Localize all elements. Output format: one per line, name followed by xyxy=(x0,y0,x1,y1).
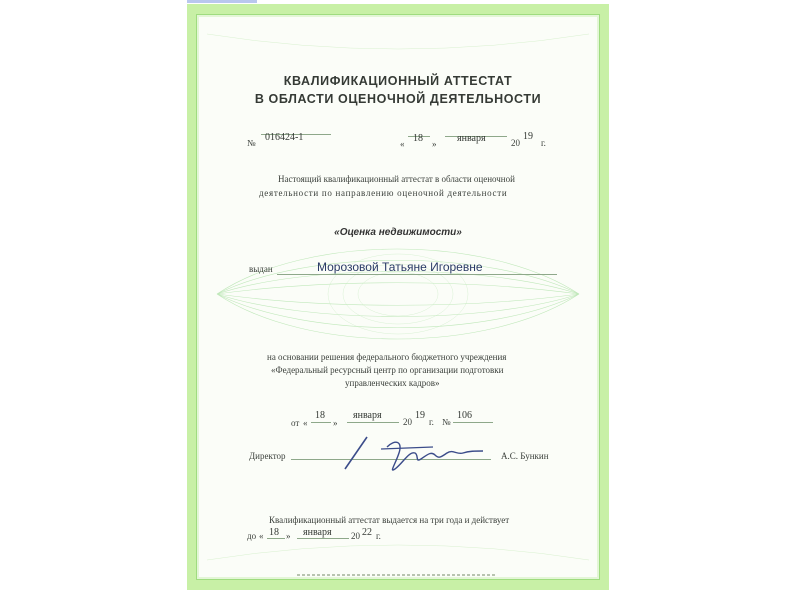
decision-from-label: от xyxy=(291,418,300,428)
date-month: января xyxy=(457,133,486,144)
validity-month-underline xyxy=(297,538,349,539)
issued-label: выдан xyxy=(249,264,273,274)
decision-day: 18 xyxy=(315,410,325,421)
validity-close-quote: » xyxy=(286,531,291,541)
validity-day: 18 xyxy=(269,527,279,538)
validity-year-suffix: 22 xyxy=(362,527,372,538)
validity-open-quote: « xyxy=(259,531,264,541)
date-year-suffix: 19 xyxy=(523,131,533,142)
validity-year-abbr: г. xyxy=(376,531,381,541)
director-label: Директор xyxy=(249,451,286,461)
title-line-2: В ОБЛАСТИ ОЦЕНОЧНОЙ ДЕЯТЕЛЬНОСТИ xyxy=(254,92,542,106)
recipient-name: Морозовой Татьяне Игоревне xyxy=(317,260,483,274)
intro-line-1: Настоящий квалификационный аттестат в области оценочной xyxy=(278,174,515,184)
decision-number-underline xyxy=(453,422,493,423)
date-day: 18 xyxy=(413,133,423,144)
basis-line-3: управленческих кадров» xyxy=(345,378,440,388)
date-year-prefix: 20 xyxy=(511,138,520,148)
date-year-abbr: г. xyxy=(541,138,546,148)
decision-number: 106 xyxy=(457,410,472,421)
certificate-sheet xyxy=(187,4,609,590)
decision-year-prefix: 20 xyxy=(403,417,412,427)
top-edge-strip xyxy=(187,0,257,3)
assessment-direction: «Оценка недвижимости» xyxy=(334,227,462,238)
recipient-underline xyxy=(277,274,557,275)
decision-year-suffix: 19 xyxy=(415,410,425,421)
decision-month-underline xyxy=(347,422,399,423)
date-open-quote: « xyxy=(400,139,405,149)
printer-imprint xyxy=(297,574,497,576)
decision-day-underline xyxy=(311,422,331,423)
validity-day-underline xyxy=(267,538,285,539)
basis-line-1: на основании решения федерального бюджетного учреждения xyxy=(267,352,507,362)
decision-close-quote: » xyxy=(333,418,338,428)
validity-until-label: до xyxy=(247,531,257,541)
director-name: А.С. Бункин xyxy=(501,451,549,461)
number-label: № xyxy=(247,138,256,148)
certificate-number: 016424-1 xyxy=(265,132,304,143)
validity-year-prefix: 20 xyxy=(351,531,360,541)
decision-month: января xyxy=(353,410,382,421)
decision-number-label: № xyxy=(442,417,451,427)
title-line-1: КВАЛИФИКАЦИОННЫЙ АТТЕСТАТ xyxy=(283,74,513,88)
decision-year-abbr: г. xyxy=(429,417,434,427)
date-close-quote: » xyxy=(432,139,437,149)
director-signature xyxy=(337,429,487,474)
decision-open-quote: « xyxy=(303,418,308,428)
basis-line-2: «Федеральный ресурсный центр по организации подготовки xyxy=(271,365,504,375)
intro-line-2: деятельности по направлению оценочной деятельности xyxy=(259,188,508,198)
validity-month: января xyxy=(303,527,332,538)
validity-line-1: Квалификационный аттестат выдается на три года и действует xyxy=(269,515,510,525)
